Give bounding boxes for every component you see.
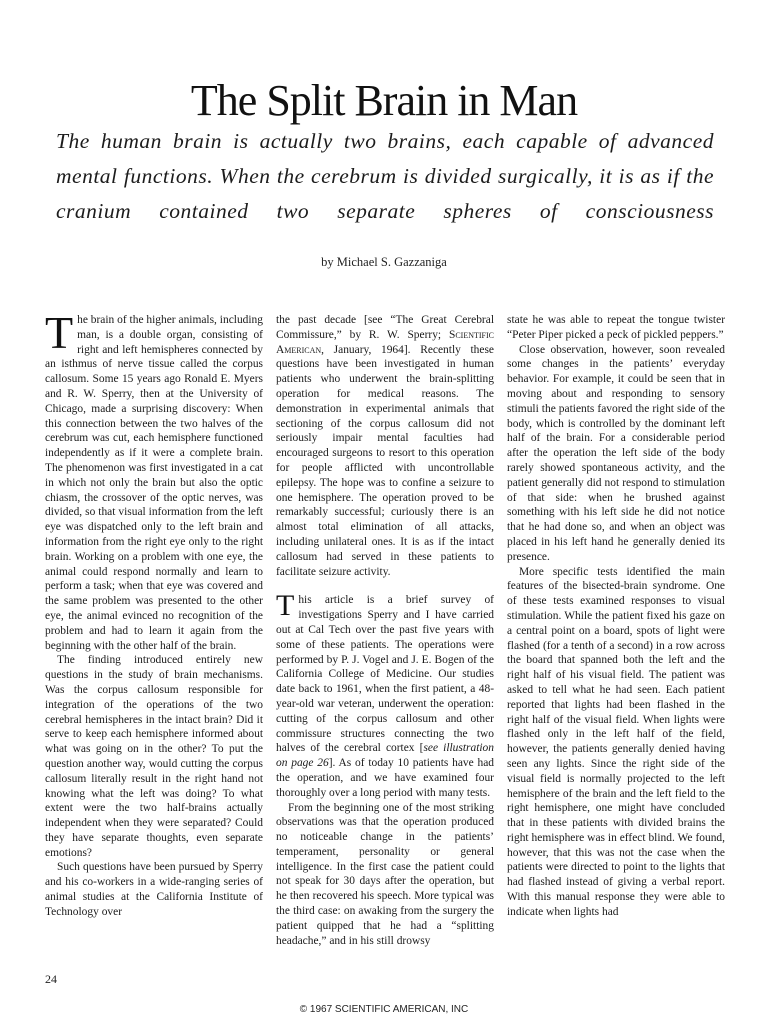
page-number: 24: [45, 972, 57, 986]
paragraph: More specific tests identified the main features of the bisected-brain syndrome. One of these tests examined responses to visual stimulation. While the patient fixed his gaze on a central point on a board, spots of light were flashed (for a tenth of a second) in a row across the board that spanned both the left and the right half of his visual field. The patient was asked to tell what he had seen. Each patient reported that lights had been flashed in the right half of the visual field. When lights were flashed only in the left half of the field, however, the patients generally denied having seen any lights. Since the right side of the visual field is normally projected to the left hemisphere of the brain and the left field to the right hemisphere, one might have concluded that in these patients with divided brains the right hemisphere was in effect blind. We found, however, that this was not the case when the patients were directed to point to the lights that had flashed instead of giving a verbal report. With this manual response they were able to indicate when lights had: [507, 565, 725, 918]
byline: by Michael S. Gazzaniga: [321, 255, 447, 269]
body-column-1: [45, 307, 263, 920]
paragraph-text: he brain of the higher animals, including man, is a double organ, consisting of right and left hemispheres connected by an isthmus of nerve tissue called the corpus callosum. Some 15 years ago Ronald E. Myers and R. W. Sperry, then at the University of Chicago, made a surprising discovery: When this connection between the two halves of the cerebrum was cut, each hemisphere functioned independently as if it were a complete brain. The phenomenon was first investigated in a cat in which not only the brain but also the optic chiasm, the crossover of the optic nerves, was divided, so that visual information from the left eye was dispatched only to the left brain and information from the right eye only to the right brain. Working on a problem with one eye, the animal could respond normally and learn to perform a task; when that eye was covered and the same problem was presented to the other eye, the animal evinced no recognition of the problem and had to learn it again from the beginning with the other half of the brain.: [45, 314, 263, 652]
paragraph-text: ]. As of today 10 patients have had the operation, and we have examined four thoroughly over a long period with many tests.: [276, 757, 494, 799]
paragraph: The finding introduced entirely new questions in the study of brain mechanisms. Was the corpus callosum responsible for integration of the operations of the two cerebral hemispheres in the intact brain? Did it serve to keep each hemisphere informed about what was going on in the other? To put the question another way, would cutting the corpus callosum literally result in the right hand not knowing what the left was doing? To what extent were the two half-brains actually independent when they were separated? Could they have separate thoughts, even separate emotions?: [45, 654, 263, 859]
drop-cap: T: [276, 589, 295, 623]
article-subtitle: The human brain is actually two brains, each capable of advanced mental functions. When the cerebrum is divided surgically, it is as if the cranium contained two separate spheres of consciousness: [56, 129, 714, 223]
paragraph: state he was able to repeat the tongue twister “Peter Piper picked a peck of pickled peppers.”: [507, 314, 725, 341]
paragraph: [276, 589, 494, 800]
paragraph-text: his article is a brief survey of investigations Sperry and I have carried out at Cal Tech over the past five years with some of these patients. The operations were performed by P. J. Vogel and J. E. Bogen of the California College of Medicine. Our studies date back to 1961, when the first patient, a 48-year-old war veteran, underwent the operation: cutting of the corpus callosum and other commissure structures connecting the two halves of the cerebral cortex [: [276, 594, 494, 755]
body-column-2: [276, 313, 494, 948]
copyright-notice: © 1967 SCIENTIFIC AMERICAN, INC: [299, 1004, 469, 1015]
paragraph: From the beginning one of the most striking observations was that the operation produced no noticeable change in the patients’ temperament, personality or general intelligence. In the first case the patient could not speak for 30 days after the operation, but he then recovered his speech. More typical was the third case: on awaking from the surgery the patient quipped that he had a “splitting headache,” and in his still drowsy: [276, 801, 494, 947]
illustration-reference: see illustration on page 26: [276, 742, 494, 770]
paragraph-text: , January, 1964]. Recently these questions have been investigated in human patients who underwent the brain-splitting operation for medical reasons. The demonstration in experimental animals that sectioning of the corpus callosum did not seriously impair mental faculties had encouraged surgeons to resort to this operation for people afflicted with uncontrollable epilepsy. The hope was to confine a seizure to one hemisphere. The operation proved to be remarkably successful; curiously there is an almost total elimination of all attacks, including unilateral ones. It is as if the intact callosum had served in these patients to facilitate seizure activity.: [276, 343, 494, 578]
journal-name: Scientific American: [276, 328, 494, 356]
paragraph-text: the past decade [see “The Great Cerebral Commissure,” by R. W. Sperry;: [276, 314, 494, 341]
paragraph: Such questions have been pursued by Sperry and his co-workers in a wide-ranging series of animal studies at the California Institute of Technology over: [45, 861, 263, 918]
body-column-3: [507, 313, 725, 920]
paragraph: [276, 313, 494, 579]
drop-cap: T: [45, 307, 74, 358]
paragraph: Close observation, however, soon revealed some changes in the patients’ everyday behavior. For example, it could be seen that in moving about and responding to sensory stimuli the patients favored the right side of the body, which is controlled by the dominant left half of the brain. For a considerable period after the operation the left side of the body rarely showed spontaneous activity, and the patient generally did not respond to stimulation of that side: when he brushed against something with his left side he did not notice that he had done so, and when an object was placed in his left hand he generally denied its presence.: [507, 343, 725, 563]
paragraph: [45, 307, 263, 653]
article-title: The Split Brain in Man: [190, 76, 578, 126]
